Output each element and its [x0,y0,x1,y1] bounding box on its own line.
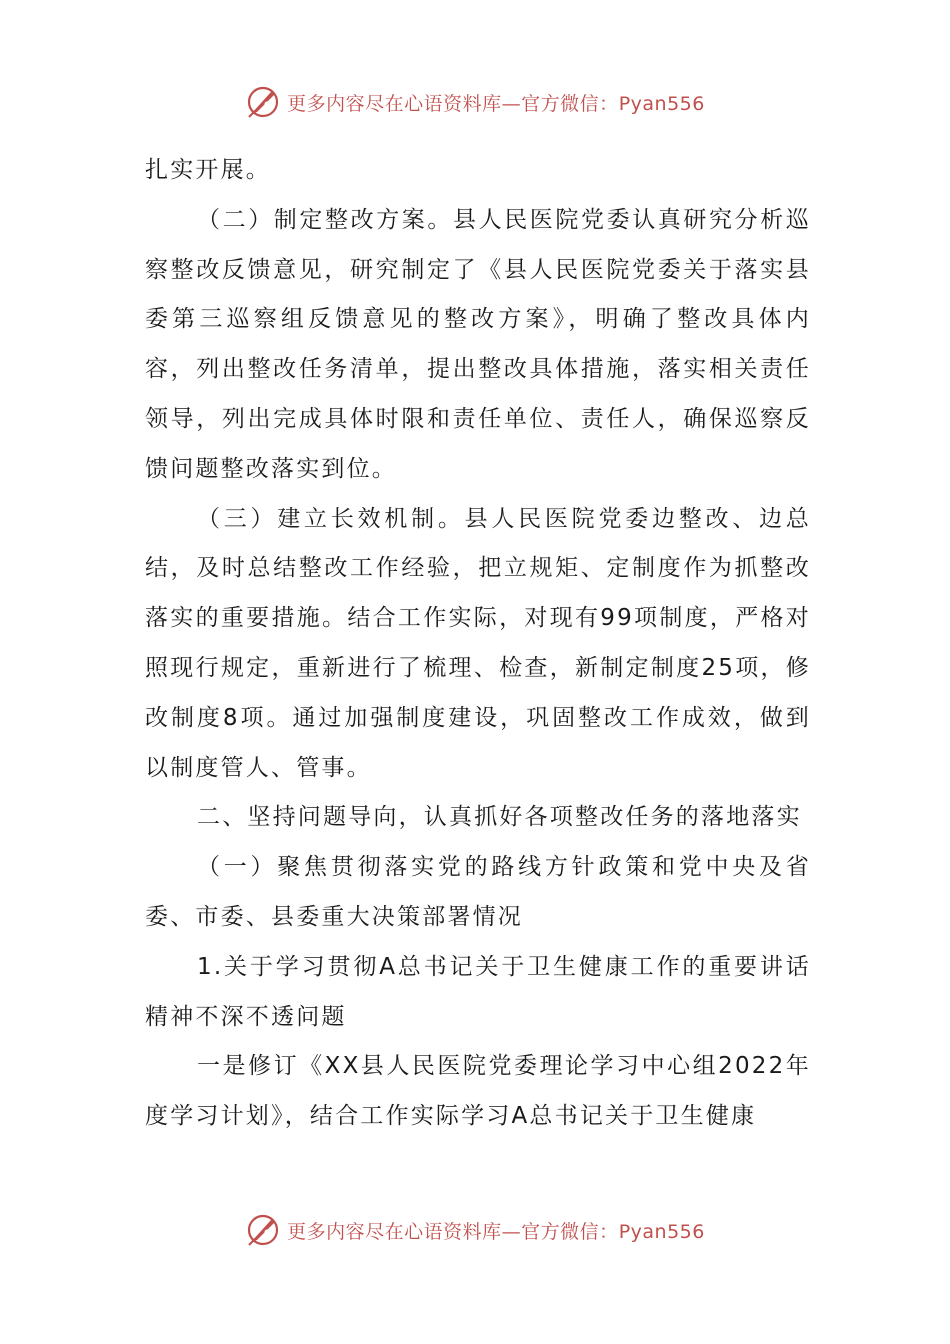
watermark-text [287,1217,705,1244]
subsection-heading-one: （一）聚焦贯彻落实党的路线方针政策和党中央及省委、市委、县委重大决策部署情况 [145,854,811,930]
paragraph-study-plan: 一是修订《XX县人民医院党委理论学习中心组2022年度学习计划》，结合工作实际学习A总书记关于卫生健康 [145,1053,811,1130]
paragraph-rectification-plan: （二）制定整改方案。县人民医院党委认真研究分析巡察整改反馈意见，研究制定了《县人民医院党委关于落实县委第三巡察组反馈意见的整改方案》，明确了整改具体内容，列出整改任务清单，提出整改具体措施，落实相关责任领导，列出完成具体时限和责任单位、责任人，确保巡察反馈问题整改落实到位。 [145,206,811,482]
footer-watermark [0,1210,950,1250]
watermark-wechat-id: Pyan556 [618,1220,705,1243]
watermark-text [287,89,705,116]
paragraph-long-term-mechanism: （三）建立长效机制。县人民医院党委边整改、边总结，及时总结整改工作经验，把立规矩、定制度作为抓整改落实的重要措施。结合工作实际，对现有99项制度，严格对照现行规定，重新进行了梳理、检查，新制定制度25项，修改制度8项。通过加强制度建设，巩固整改工作成效，做到以制度管人、管事。 [145,505,811,781]
watermark-site: 更多内容尽在心语资料库 [287,1220,502,1243]
watermark-wechat-label: 官方微信： [521,92,619,115]
watermark-wechat-label: 官方微信： [521,1220,619,1243]
quill-logo-icon [245,1212,281,1248]
watermark-wechat-id: Pyan556 [618,92,705,115]
item-heading-1: 1.关于学习贯彻A总书记关于卫生健康工作的重要讲话精神不深不透问题 [145,953,811,1030]
section-heading-two: 二、坚持问题导向，认真抓好各项整改任务的落地落实 [197,804,802,831]
document-body [145,146,811,1142]
header-watermark [0,82,950,122]
paragraph-continuation: 扎实开展。 [145,157,271,183]
watermark-dash: — [501,92,522,115]
watermark-site: 更多内容尽在心语资料库 [287,92,502,115]
watermark-dash: — [501,1220,522,1243]
quill-logo-icon [245,84,281,120]
